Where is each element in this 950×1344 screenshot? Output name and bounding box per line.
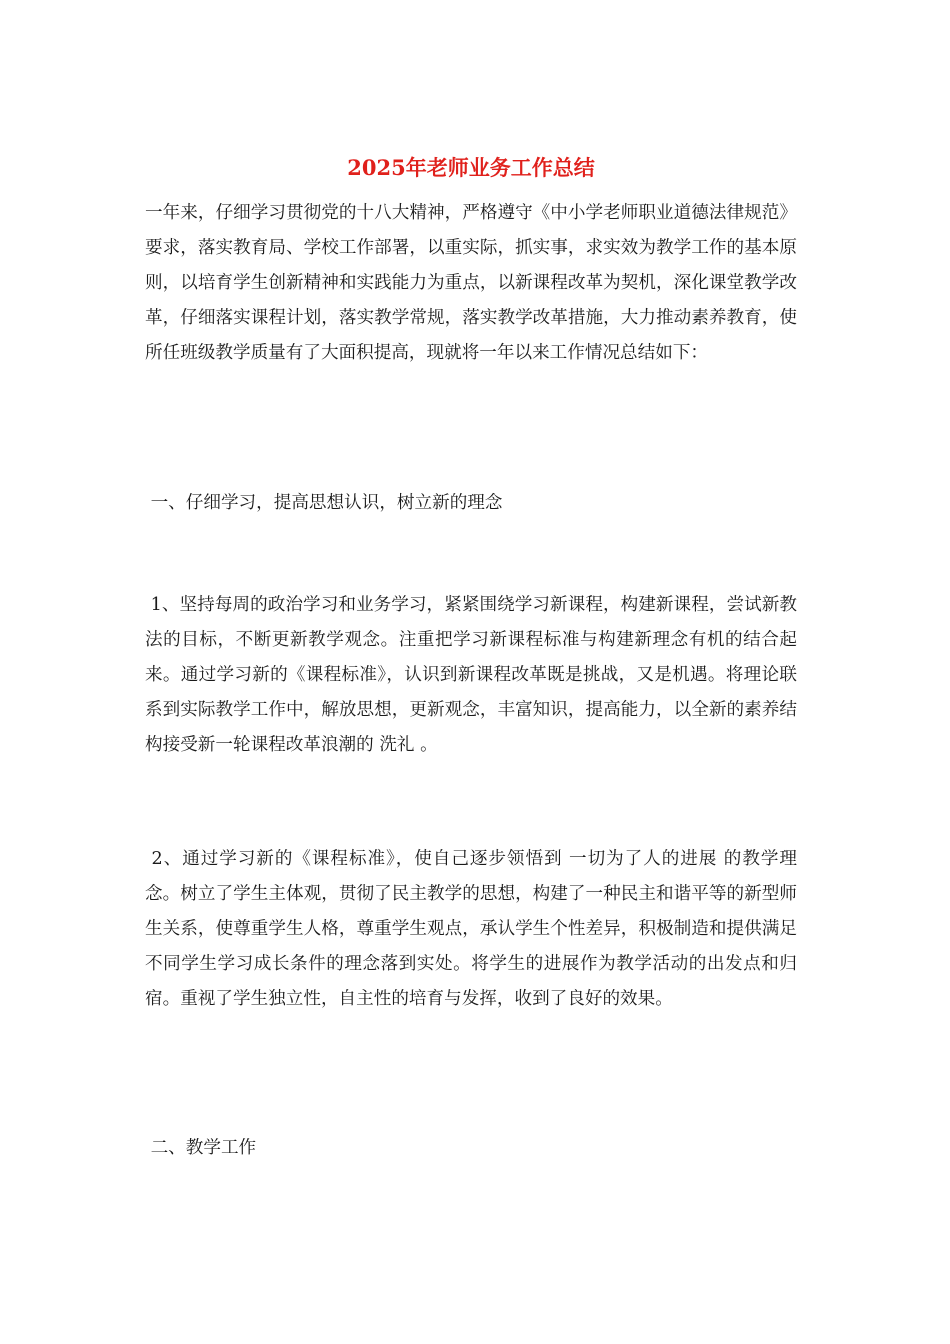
- paragraph-item-2: 2、通过学习新的《课程标准》，使自己逐步领悟到 一切为了人的进展 的教学理念。树立了学生主体观，贯彻了民主教学的思想，构建了一种民主和谐平等的新型师生关系，使尊重学生人格，尊重学生观点，承认学生个性差异，积极制造和提供满足不同学生学习成长条件的理念落到实处。将学生的进展作为教学活动的出发点和归宿。重视了学生独立性，自主性的培育与发挥，收到了良好的效果。: [145, 849, 797, 1009]
- intro-paragraph: 一年来，仔细学习贯彻党的十八大精神，严格遵守《中小学老师职业道德法律规范》要求，落实教育局、学校工作部署，以重实际，抓实事，求实效为教学工作的基本原则，以培育学生创新精神和实践能力为重点，以新课程改革为契机，深化课堂教学改革，仔细落实课程计划，落实教学常规，落实教学改革措施，大力推动素养教育，使所任班级教学质量有了大面积提高，现就将一年以来工作情况总结如下：: [145, 203, 797, 363]
- section-heading-2: 二、教学工作: [145, 1138, 257, 1158]
- paragraph-item-1: 1、坚持每周的政治学习和业务学习，紧紧围绕学习新课程，构建新课程，尝试新教法的目标，不断更新教学观念。注重把学习新课程标准与构建新理念有机的结合起来。通过学习新的《课程标准》，认识到新课程改革既是挑战，又是机遇。将理论联系到实际教学工作中，解放思想，更新观念，丰富知识，提高能力，以全新的素养结构接受新一轮课程改革浪潮的 洗礼 。: [145, 595, 798, 755]
- section-heading-1: 一、仔细学习，提高思想认识，树立新的理念: [145, 493, 503, 513]
- document-title: 2025年老师业务工作总结: [347, 155, 595, 180]
